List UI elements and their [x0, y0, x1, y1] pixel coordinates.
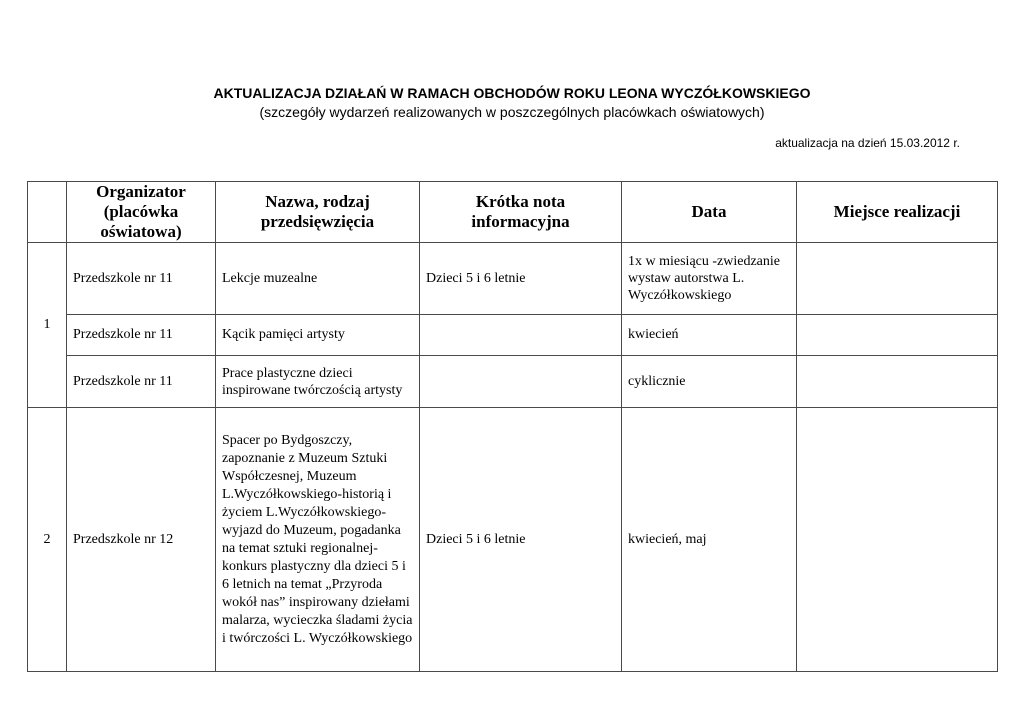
cell-name: Prace plastyczne dzieci inspirowane twórczością artysty [216, 356, 420, 408]
cell-name: Spacer po Bydgoszczy, zapoznanie z Muzeum Sztuki Współczesnej, Muzeum L.Wyczółkowskiego-historią i życiem L.Wyczółkowskiego- wyjazd do Muzeum, pogadanka na temat sztuki regionalnej- konkurs plastyczny dla dzieci 5 i 6 letnich na temat „Przyroda wokół nas” inspirowany dziełami malarza, wycieczka śladami życia i twórczości L. Wyczółkowskiego [216, 408, 420, 672]
cell-name: Kącik pamięci artysty [216, 315, 420, 356]
cell-note [420, 315, 622, 356]
update-date: aktualizacja na dzień 15.03.2012 r. [775, 136, 960, 150]
cell-place [797, 243, 998, 315]
table-header-row [28, 182, 998, 243]
cell-date: kwiecień [622, 315, 797, 356]
column-header-name: Nazwa, rodzaj przedsięwzięcia [216, 182, 420, 243]
cell-organizer: Przedszkole nr 11 [67, 356, 216, 408]
page-subtitle: (szczegóły wydarzeń realizowanych w poszczególnych placówkach oświatowych) [259, 104, 765, 120]
table-row [28, 408, 998, 672]
events-table [27, 181, 998, 672]
table-row [28, 243, 998, 315]
cell-organizer: Przedszkole nr 11 [67, 243, 216, 315]
column-header-note: Krótka nota informacyjna [420, 182, 622, 243]
table-row [28, 356, 998, 408]
cell-organizer: Przedszkole nr 12 [67, 408, 216, 672]
cell-note: Dzieci 5 i 6 letnie [420, 243, 622, 315]
page-title: AKTUALIZACJA DZIAŁAŃ W RAMACH OBCHODÓW ROKU LEONA WYCZÓŁKOWSKIEGO [213, 85, 811, 101]
cell-note: Dzieci 5 i 6 letnie [420, 408, 622, 672]
cell-name: Lekcje muzealne [216, 243, 420, 315]
cell-place [797, 408, 998, 672]
cell-date: kwiecień, maj [622, 408, 797, 672]
column-header-date: Data [622, 182, 797, 243]
cell-note [420, 356, 622, 408]
cell-place [797, 356, 998, 408]
cell-place [797, 315, 998, 356]
table-row [28, 315, 998, 356]
row-number: 1 [28, 243, 67, 408]
row-number: 2 [28, 408, 67, 672]
column-header-number [28, 182, 67, 243]
column-header-place: Miejsce realizacji [797, 182, 998, 243]
column-header-organizer: Organizator (placówka oświatowa) [67, 182, 216, 243]
cell-organizer: Przedszkole nr 11 [67, 315, 216, 356]
cell-date: cyklicznie [622, 356, 797, 408]
cell-date: 1x w miesiącu -zwiedzanie wystaw autorstwa L. Wyczółkowskiego [622, 243, 797, 315]
